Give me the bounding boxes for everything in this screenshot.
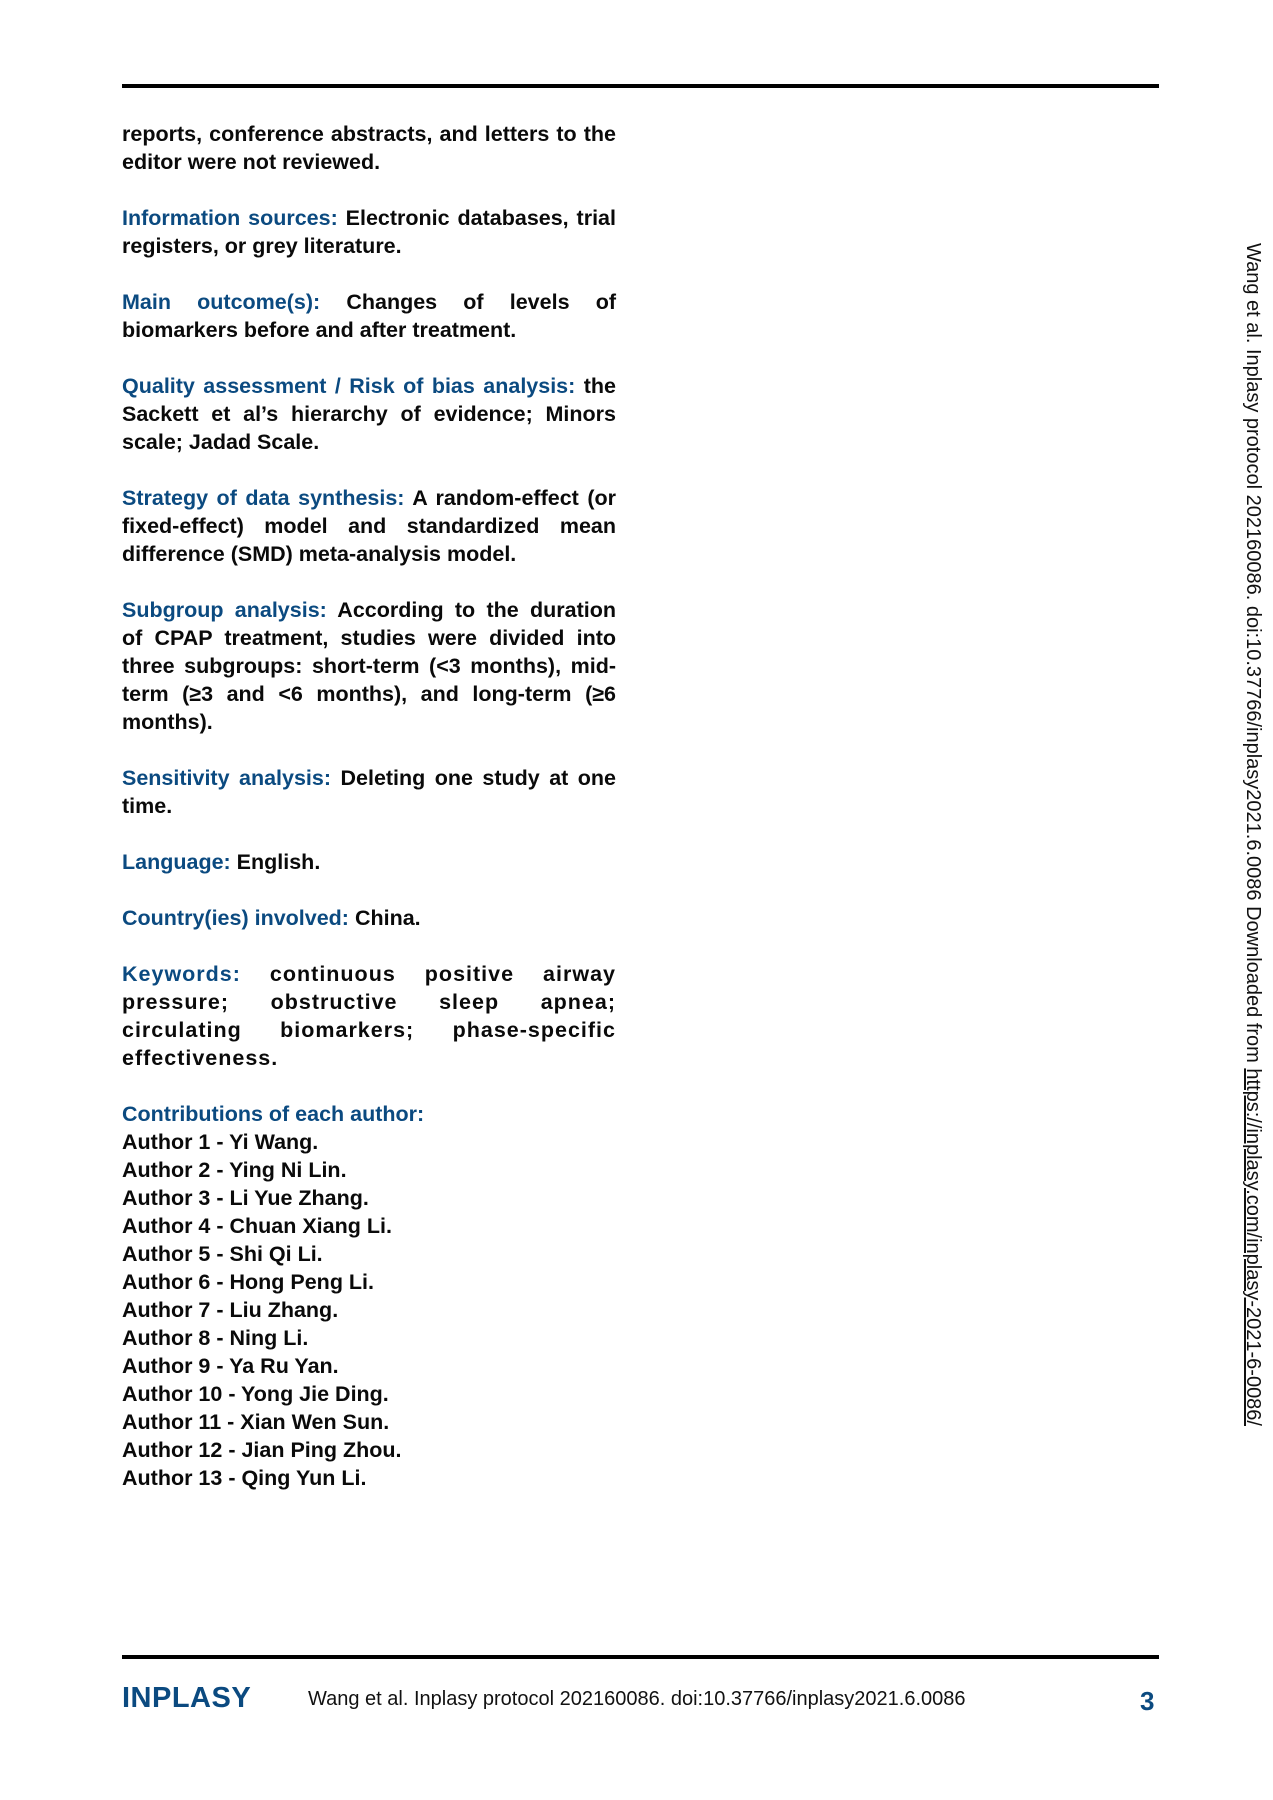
author-line: Author 7 - Liu Zhang. (122, 1298, 339, 1322)
author-line: Author 9 - Ya Ru Yan. (122, 1354, 339, 1378)
footer-rule (122, 1655, 1159, 1659)
paragraph-keywords (122, 960, 616, 1072)
author-line: Author 6 - Hong Peng Li. (122, 1270, 375, 1294)
paragraph-text: the Sackett et al’s hierarchy of evidence; Minors scale; Jadad Scale. (122, 374, 616, 454)
main-column (122, 120, 616, 1492)
paragraph-text: Changes of levels of biomarkers before and after treatment. (122, 290, 616, 342)
header-rule (122, 84, 1159, 88)
author-line: Author 5 - Shi Qi Li. (122, 1242, 323, 1266)
author-line: Author 2 - Ying Ni Lin. (122, 1158, 347, 1182)
author-line: Author 4 - Chuan Xiang Li. (122, 1214, 392, 1238)
paragraph-label: Country(ies) involved: (122, 906, 349, 930)
paragraph-text: According to the duration of CPAP treatment, studies were divided into three subgroups: short-term (<3 months), mid-term (≥3 and <6 months), and long-term (≥6 months). (122, 598, 616, 734)
paragraph-label: Strategy of data synthesis: (122, 486, 405, 510)
paragraph-label: Sensitivity analysis: (122, 766, 332, 790)
paragraph-text: reports, conference abstracts, and letters to the editor were not reviewed. (122, 122, 616, 174)
paragraph-text: Electronic databases, trial registers, or grey literature. (122, 206, 616, 258)
paragraph-label: Keywords: (122, 962, 241, 986)
paragraph-quality-assessment (122, 372, 616, 456)
paragraph-text: continuous positive airway pressure; obstructive sleep apnea; circulating biomarkers; phase-specific effectiveness. (122, 962, 616, 1070)
author-line: Author 11 - Xian Wen Sun. (122, 1410, 390, 1434)
footer-citation: Wang et al. Inplasy protocol 202160086. doi:10.37766/inplasy2021.6.0086 (308, 1688, 966, 1710)
side-note-text: Wang et al. Inplasy protocol 202160086. doi:10.37766/inplasy2021.6.0086 Downloaded from (1242, 243, 1264, 1069)
paragraph-data-synthesis (122, 484, 616, 568)
paragraph-label: Subgroup analysis: (122, 598, 327, 622)
paragraph-main-outcomes (122, 288, 616, 344)
download-link[interactable]: https://inplasy.com/inplasy-2021-6-0086/ (1242, 1068, 1264, 1426)
author-line: Author 12 - Jian Ping Zhou. (122, 1438, 402, 1462)
author-line: Author 1 - Yi Wang. (122, 1130, 319, 1154)
author-line: Author 8 - Ning Li. (122, 1326, 309, 1350)
paragraph-exclusion-continued (122, 120, 616, 176)
side-download-note (1241, 243, 1264, 1426)
author-line: Author 13 - Qing Yun Li. (122, 1466, 367, 1490)
paragraph-text: China. (348, 906, 421, 930)
paragraph-label: Main outcome(s): (122, 290, 321, 314)
paragraph-countries (122, 904, 616, 932)
paragraph-text: A random-effect (or fixed-effect) model and standardized mean difference (SMD) meta-analysis model. (122, 486, 616, 566)
paragraph-text: Deleting one study at one time. (122, 766, 616, 818)
paragraph-label: Language: (122, 850, 231, 874)
author-line: Author 10 - Yong Jie Ding. (122, 1382, 389, 1406)
paragraph-label: Information sources: (122, 206, 338, 230)
author-line: Author 3 - Li Yue Zhang. (122, 1186, 369, 1210)
paragraph-text: English. (230, 850, 321, 874)
page-number: 3 (1140, 1686, 1155, 1716)
paragraph-sensitivity-analysis (122, 764, 616, 820)
paragraph-label: Quality assessment / Risk of bias analysis: (122, 374, 576, 398)
contributions-heading: Contributions of each author: (122, 1102, 425, 1126)
paragraph-information-sources (122, 204, 616, 260)
paragraph-language (122, 848, 616, 876)
author-contributions (122, 1100, 616, 1492)
inplasy-logo: INPLASY (122, 1682, 252, 1714)
paragraph-subgroup-analysis (122, 596, 616, 736)
